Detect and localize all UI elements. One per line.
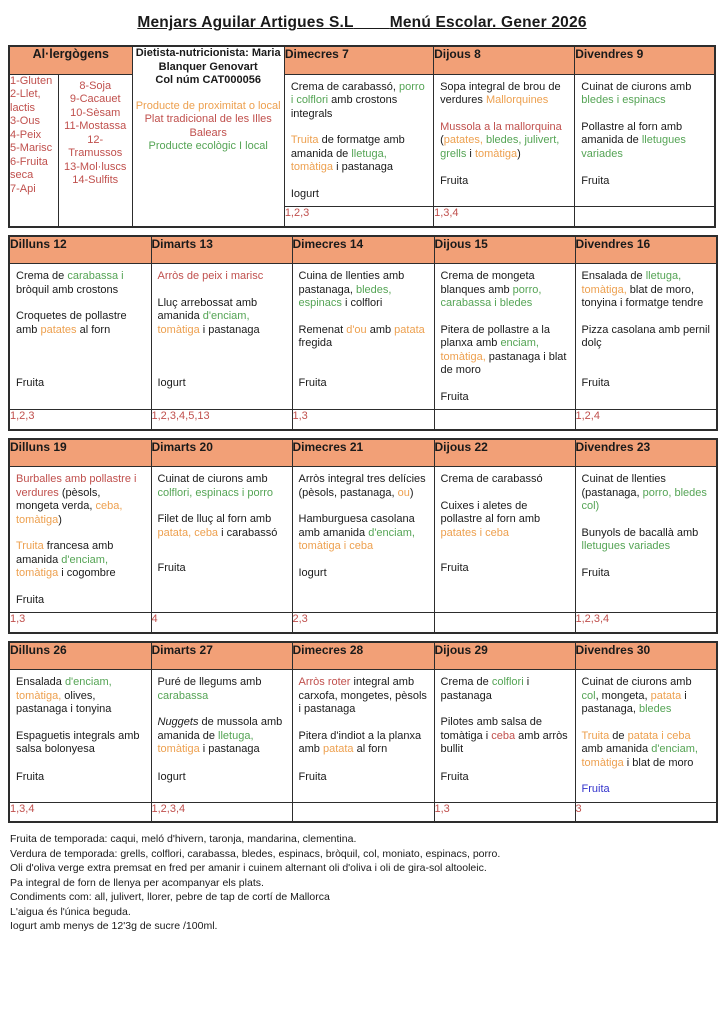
weekly-menu-tables — [0, 45, 724, 823]
text-segment: ) — [409, 486, 414, 499]
text-segment: d'enciam, — [61, 553, 108, 566]
day-menu-cell — [434, 264, 575, 410]
text-segment: ) — [517, 147, 521, 160]
allergen-item: 11-Mostassa — [64, 120, 127, 132]
text-segment: Cuinat de llenties (pastanaga, — [581, 473, 666, 499]
text-segment: tomàtiga — [474, 147, 518, 160]
text-segment: i pastanaga — [199, 743, 260, 755]
text-segment: patates i ceba — [440, 526, 509, 539]
menu-cell-content — [10, 467, 151, 612]
text-segment: Arròs de peix i marisc — [157, 270, 264, 282]
text-segment: ( — [440, 134, 444, 146]
text-segment: pastanaga i blat de moro — [440, 350, 567, 376]
allergen-numbers — [434, 613, 575, 633]
text-segment: i carabassó — [218, 526, 278, 539]
text-segment: i pastanaga — [333, 161, 393, 173]
dessert: Fruita — [16, 593, 45, 606]
text-segment: amb arròs bullit — [440, 729, 568, 755]
menu-cell-content — [293, 467, 434, 585]
text-segment: ou — [397, 486, 410, 499]
text-segment: patata — [394, 323, 425, 336]
text-segment: d'enciam, — [64, 676, 112, 688]
text-segment: olives, pastanaga i tonyina — [16, 689, 112, 715]
text-segment: Cuixes i aletes de pollastre al forn amb — [440, 499, 541, 525]
text-segment: Pizza casolana amb pernil dolç — [581, 323, 710, 349]
dish-first-course — [581, 81, 708, 108]
text-segment: lletuga, — [645, 270, 682, 282]
text-segment: tomàtiga — [290, 161, 334, 173]
text-segment: d'enciam, — [651, 743, 698, 755]
text-segment: bròquil amb crostons — [16, 283, 119, 296]
text-segment: Croquetes de pollastre amb — [16, 310, 127, 336]
week-table-2 — [8, 235, 718, 431]
text-segment: de mussola amb amanida de — [157, 716, 283, 742]
text-segment: amb amanida — [581, 743, 652, 755]
day-header: Dijous 15 — [434, 236, 575, 264]
dish-second-course — [158, 297, 286, 338]
text-segment: bledes i espinacs — [581, 94, 666, 106]
text-segment: Ensalada — [16, 676, 65, 688]
allergen-numbers: 4 — [151, 613, 292, 633]
text-segment: Arròs integral tres delícies (pèsols, pastanaga, — [298, 473, 426, 499]
dish-second-course — [16, 730, 145, 757]
text-segment: Nuggets — [157, 716, 199, 728]
text-segment: ceba — [491, 729, 516, 742]
dish-second-course — [441, 716, 569, 757]
allergen-item: 13-Mol·luscs — [64, 160, 127, 173]
day-menu-cell — [575, 670, 717, 803]
allergen-item: 7-Api — [10, 182, 36, 195]
text-segment: tomàtiga — [581, 756, 624, 769]
text-segment: col — [581, 689, 596, 702]
dessert: Fruita — [16, 376, 45, 389]
text-segment: d'enciam, — [368, 526, 415, 539]
day-menu-cell — [292, 670, 434, 803]
day-header: Dilluns 26 — [9, 642, 151, 670]
day-menu-cell — [284, 74, 433, 207]
footer-note: Verdura de temporada: grells, colflori, carabassa, bledes, espinacs, bròquil, col, moniato, espinacs, porro. — [10, 847, 501, 860]
dish-first-course — [441, 270, 569, 311]
footer-note: Condiments com: all, julivert, llorer, pebre de tap de cortí de Mallorca — [10, 891, 330, 903]
text-segment: patata — [322, 743, 354, 755]
dish-second-course — [16, 310, 145, 337]
text-segment: porro, bledes col) — [581, 486, 707, 512]
text-segment: patates, — [443, 134, 483, 146]
text-segment: lletugues variades — [581, 134, 686, 160]
dish-first-course — [16, 473, 145, 527]
allergen-numbers: 1,2,4 — [575, 410, 717, 430]
dietitian-cell — [132, 46, 284, 227]
text-segment: (pèsols, mongeta verda, — [16, 486, 101, 512]
text-segment: colflori — [491, 676, 524, 688]
legend-item: Producte ecològic I local — [148, 140, 268, 152]
menu-cell-content — [435, 264, 575, 409]
text-segment: Pitera de pollastre a la planxa amb — [440, 323, 550, 349]
day-menu-cell — [151, 467, 292, 613]
day-menu-cell — [434, 467, 575, 613]
day-menu-cell — [575, 467, 717, 613]
dish-first-course — [291, 81, 427, 122]
dish-second-course — [441, 324, 569, 378]
text-segment: tomàtiga i ceba — [298, 540, 374, 552]
dish-second-course — [291, 134, 427, 175]
dessert: Fruita — [581, 566, 610, 579]
day-header: Divendres 16 — [575, 236, 717, 264]
menu-cell-content — [293, 670, 434, 789]
title-gap — [354, 14, 390, 31]
text-segment: francesa amb amanida — [16, 540, 114, 566]
dessert: Iogurt — [298, 566, 327, 579]
text-segment: bledes — [639, 703, 672, 715]
dish-second-course — [581, 121, 708, 162]
text-segment: amb — [366, 323, 395, 336]
text-segment: Pollastre al forn amb amanida de — [581, 120, 683, 146]
text-segment: d'enciam, — [202, 310, 250, 322]
dish-first-course — [16, 270, 145, 297]
dish-first-course — [440, 81, 568, 108]
text-segment: i blat de moro — [623, 756, 694, 769]
text-segment: Burballes amb pollastre i verdures — [16, 473, 137, 499]
text-segment: bledes, espinacs — [298, 283, 392, 309]
day-menu-cell — [434, 670, 575, 803]
menu-cell-content — [575, 75, 714, 194]
allergen-item: 8-Soja — [79, 79, 112, 92]
text-segment: i pastanaga, — [581, 689, 687, 715]
dessert: Fruita — [440, 390, 469, 403]
menu-cell-content — [293, 264, 434, 395]
text-segment: colflori, espinacs i porro — [157, 486, 274, 499]
day-header: Dimarts 20 — [151, 439, 292, 467]
allergens-header: Al·lergògens — [9, 46, 132, 74]
day-header: Dilluns 19 — [9, 439, 151, 467]
menu-cell-content — [435, 670, 575, 789]
text-segment: Truita — [16, 540, 44, 552]
text-segment: Crema de carabassó — [440, 473, 543, 485]
text-segment: Truita — [581, 729, 610, 742]
allergen-item: 12-Tramussos — [68, 133, 123, 159]
dish-first-course — [158, 676, 286, 703]
dish-first-course — [158, 270, 286, 284]
day-header: Divendres 30 — [575, 642, 717, 670]
day-header: Dimecres 21 — [292, 439, 434, 467]
day-menu-cell — [434, 74, 575, 207]
day-header: Dijous 29 — [434, 642, 575, 670]
day-menu-cell — [575, 264, 717, 410]
text-segment: Pitera d'indiot a la planxa amb — [298, 729, 422, 755]
dish-first-course — [299, 676, 428, 717]
text-segment: i pastanaga — [440, 676, 530, 702]
dietitian-name: Dietista-nutricionista: Maria Blanquer Genovart — [135, 47, 281, 73]
dish-first-course — [299, 473, 428, 500]
allergen-numbers: 1,2,3,4 — [575, 613, 717, 633]
dessert: Fruita — [581, 783, 610, 795]
text-segment: ceba, tomàtiga — [16, 500, 123, 526]
dish-second-course — [158, 513, 286, 540]
text-segment: tomàtiga, — [581, 283, 627, 296]
day-header: Dimecres 14 — [292, 236, 434, 264]
day-menu-cell — [9, 467, 151, 613]
menu-cell-content — [152, 264, 292, 395]
text-segment: patata, ceba — [157, 526, 219, 539]
dessert: Fruita — [440, 770, 469, 783]
footer-note: L'aigua és l'única beguda. — [10, 905, 131, 918]
text-segment: Ensalada de — [581, 270, 646, 282]
text-segment: de — [609, 729, 628, 742]
dessert: Fruita — [440, 175, 469, 187]
day-header: Divendres 9 — [575, 46, 715, 74]
day-menu-cell — [9, 670, 151, 803]
text-segment: tomàtiga — [16, 567, 59, 579]
text-segment: porro, carabassa i bledes — [440, 283, 542, 309]
menu-cell-content — [285, 75, 433, 207]
day-header: Dimarts 27 — [151, 642, 292, 670]
text-segment: Sopa integral de brou de verdures — [440, 80, 561, 106]
text-segment: Crema de — [16, 270, 68, 282]
text-segment: i cogombre — [58, 567, 116, 579]
text-segment: tomàtiga — [157, 323, 200, 336]
text-segment: i pastanaga — [199, 323, 260, 336]
menu-cell-content — [152, 670, 292, 789]
allergen-numbers: 1,3,4 — [434, 207, 575, 227]
text-segment: Filet de lluç al forn amb — [157, 513, 272, 525]
day-menu-cell — [9, 264, 151, 410]
day-menu-cell — [151, 670, 292, 803]
text-segment: i — [466, 147, 475, 160]
menu-cell-content — [152, 467, 292, 580]
text-segment: tomàtiga, — [16, 689, 62, 702]
allergen-list-1 — [9, 74, 58, 227]
allergen-item: 14-Sulfits — [72, 174, 119, 186]
text-segment: tomàtiga — [157, 743, 200, 755]
allergen-item: 2-Llet, lactis — [10, 88, 41, 114]
allergen-numbers — [434, 410, 575, 430]
week-table-1 — [8, 45, 716, 228]
allergen-item: 4-Peix — [10, 128, 42, 141]
dish-first-course — [158, 473, 286, 500]
allergen-numbers: 2,3 — [292, 613, 434, 633]
text-segment: ) — [58, 513, 62, 526]
text-segment: bledes, julivert, grells — [440, 134, 560, 160]
text-segment: Truita — [290, 134, 319, 146]
menu-cell-content — [10, 264, 151, 395]
dessert: Fruita — [298, 770, 327, 783]
text-segment: enciam, — [500, 337, 539, 349]
day-menu-cell — [292, 467, 434, 613]
day-header: Dilluns 12 — [9, 236, 151, 264]
footer-note: Fruita de temporada: caqui, meló d'hivern, taronja, mandarina, clementina. — [10, 833, 357, 845]
day-header: Dimarts 13 — [151, 236, 292, 264]
day-menu-cell — [151, 264, 292, 410]
text-segment: lletuga, — [218, 729, 254, 742]
allergen-numbers — [575, 207, 715, 227]
text-segment: porro i colflori — [290, 80, 425, 106]
dish-first-course — [582, 473, 711, 514]
page-title — [0, 14, 724, 32]
text-segment: Mallorquines — [485, 94, 549, 106]
week-table-3 — [8, 438, 718, 634]
dessert: Iogurt — [157, 376, 186, 389]
text-segment: i colflori — [341, 297, 383, 309]
dessert: Iogurt — [157, 770, 186, 783]
text-segment: patates — [40, 323, 77, 336]
allergen-numbers: 1,2,3 — [9, 410, 151, 430]
dietitian-license: Col núm CAT000056 — [155, 74, 261, 86]
day-header: Dimecres 7 — [284, 46, 433, 74]
text-segment: d'ou — [346, 323, 367, 336]
day-menu-cell — [575, 74, 715, 207]
text-segment: tomàtiga, — [440, 350, 486, 363]
allergen-item: 9-Cacauet — [69, 93, 121, 105]
allergen-numbers: 1,2,3,4,5,13 — [151, 410, 292, 430]
dish-first-course — [582, 676, 711, 717]
text-segment: integral amb carxofa, mongetes, pèsols i pastanaga — [298, 676, 427, 715]
day-header: Dijous 22 — [434, 439, 575, 467]
dessert: Fruita — [581, 376, 610, 389]
menu-cell-content — [576, 264, 717, 395]
text-segment: Crema de mongeta blanques amb — [440, 270, 535, 296]
text-segment: Crema de carabassó, — [290, 80, 400, 93]
allergen-numbers: 1,3 — [9, 613, 151, 633]
text-segment: , mongeta, — [595, 689, 651, 702]
text-segment: Mussola a la mallorquina — [440, 120, 562, 133]
allergen-numbers: 1,2,3 — [284, 207, 433, 227]
text-segment: Cuina de llenties amb pastanaga, — [298, 270, 405, 296]
dietitian-info — [133, 47, 284, 154]
text-segment: carabassa i — [67, 270, 124, 282]
menu-cell-content — [435, 467, 575, 580]
text-segment: lletuga, — [351, 147, 387, 160]
allergen-numbers — [292, 802, 434, 822]
dish-second-course — [16, 540, 145, 581]
menu-cell-content — [434, 75, 574, 194]
dish-second-course — [582, 324, 711, 351]
dish-second-course — [441, 500, 569, 541]
text-segment: amb crostons integrals — [290, 94, 398, 120]
text-segment: al forn — [353, 743, 388, 755]
footer-note: Pa integral de forn de llenya per acompanyar els plats. — [10, 876, 264, 889]
text-segment: Bunyols de bacallà amb — [581, 526, 699, 539]
day-menu-cell — [292, 264, 434, 410]
text-segment: Cuinat de ciurons amb — [581, 676, 692, 688]
dessert: Fruita — [581, 175, 610, 187]
dish-first-course — [441, 473, 569, 487]
text-segment: Remenat — [298, 323, 347, 336]
company-name: Menjars Aguilar Artigues S.L — [137, 14, 354, 31]
dessert: Fruita — [298, 376, 327, 389]
color-legend — [133, 100, 284, 154]
text-segment: Lluç arrebossat amb amanida — [157, 296, 258, 322]
allergen-list-2 — [58, 74, 132, 227]
dish-second-course — [299, 324, 428, 351]
dish-first-course — [441, 676, 569, 703]
text-segment: carabassa — [157, 689, 209, 702]
text-segment: Espaguetis integrals amb salsa bolonyesa — [16, 729, 140, 755]
dessert: Fruita — [16, 770, 45, 783]
text-segment: lletugues variades — [581, 540, 671, 552]
footer-note: Iogurt amb menys de 12'3g de sucre /100ml. — [10, 920, 218, 932]
allergen-item: 10-Sèsam — [70, 106, 121, 119]
legend-item: Plat tradicional de les Illes Balears — [144, 113, 272, 139]
text-segment: Arròs roter — [298, 676, 351, 688]
text-segment: Puré de llegums amb — [157, 676, 262, 688]
dish-first-course — [16, 676, 145, 717]
footer-note: Oli d'oliva verge extra premsat en fred per amanir i cuinem alternant oli d'oliva i oli de gira-sol altooleic. — [10, 862, 487, 874]
dish-second-course — [299, 513, 428, 554]
text-segment: blat de moro, tonyina i formatge tendre — [581, 283, 704, 309]
allergen-item: 6-Fruita seca — [10, 155, 48, 181]
menu-cell-content — [10, 670, 151, 789]
week-table-4 — [8, 641, 718, 824]
allergen-item: 5-Marisc — [10, 142, 53, 154]
dish-second-course — [582, 527, 711, 554]
dish-first-course — [582, 270, 711, 311]
allergen-item: 1-Gluten — [10, 74, 53, 87]
footer-notes — [10, 832, 724, 934]
text-segment: Hamburguesa casolana amb amanida — [298, 513, 415, 539]
day-header: Dijous 8 — [434, 46, 575, 74]
legend-item: Producte de proximitat o local — [135, 99, 281, 112]
allergen-numbers: 1,3 — [434, 802, 575, 822]
text-segment: al forn — [76, 323, 111, 336]
text-segment: patata — [650, 689, 682, 702]
allergen-numbers: 1,3,4 — [9, 802, 151, 822]
text-segment: Cuinat de ciurons amb — [157, 473, 268, 485]
menu-cell-content — [576, 467, 717, 585]
allergen-item: 3-Ous — [10, 115, 40, 127]
text-segment: de formatge amb amanida de — [290, 134, 405, 160]
dish-second-course — [299, 730, 428, 757]
day-header: Divendres 23 — [575, 439, 717, 467]
dessert: Fruita — [157, 561, 186, 574]
day-header: Dimecres 28 — [292, 642, 434, 670]
text-segment: fregida — [298, 337, 333, 349]
allergen-numbers: 1,2,3,4 — [151, 802, 292, 822]
text-segment: Cuinat de ciurons amb — [581, 80, 692, 93]
text-segment: Crema de — [440, 676, 492, 688]
menu-title: Menú Escolar. Gener 2026 — [389, 14, 587, 31]
dessert: Iogurt — [290, 187, 319, 200]
text-segment: Pilotes amb salsa de tomàtiga i — [440, 716, 542, 742]
allergen-numbers: 1,3 — [292, 410, 434, 430]
text-segment: patata i ceba — [627, 729, 691, 742]
menu-cell-content — [576, 670, 717, 802]
allergen-numbers: 3 — [575, 802, 717, 822]
dish-second-course — [440, 121, 568, 162]
dish-first-course — [299, 270, 428, 311]
dish-second-course — [582, 730, 711, 771]
dish-second-course — [158, 716, 286, 757]
dessert: Fruita — [440, 561, 469, 574]
